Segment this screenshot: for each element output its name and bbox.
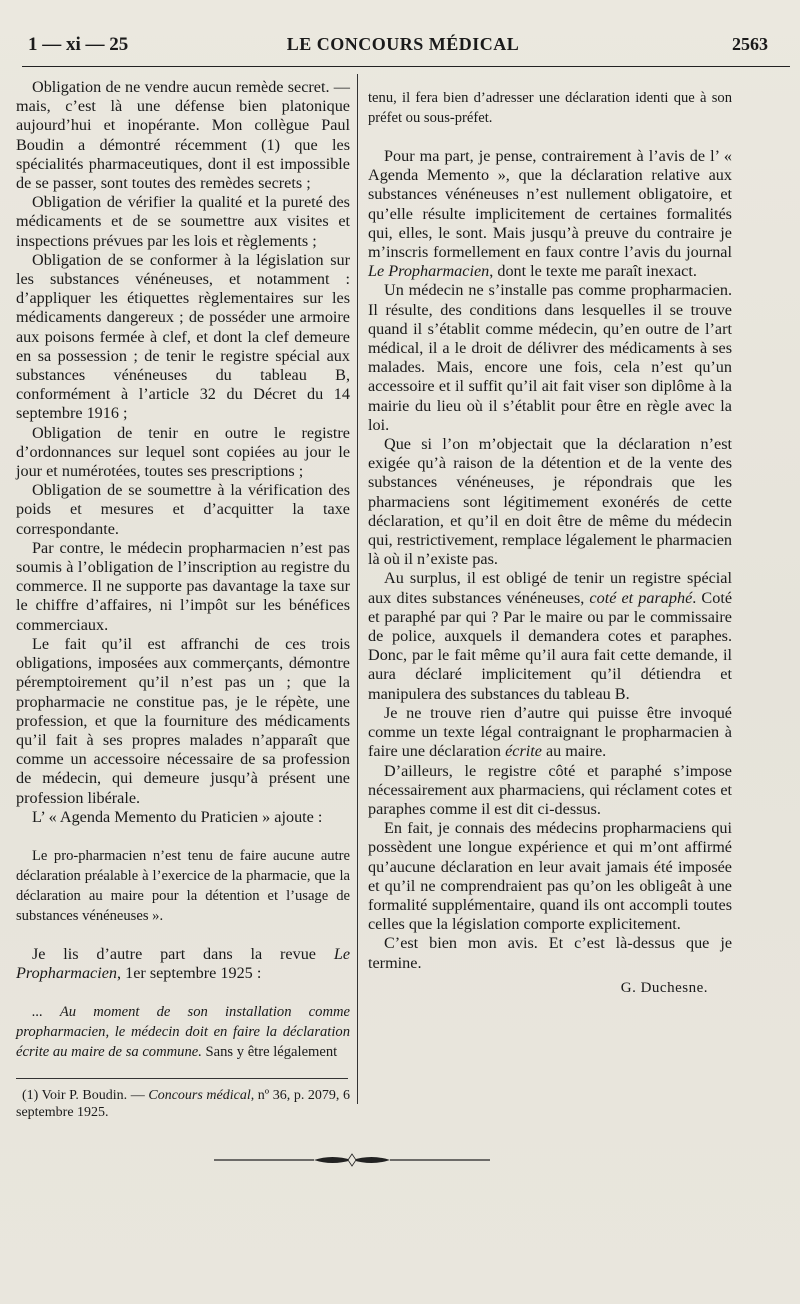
paragraph-continuation: tenu, il fera bien d’adresser une déclaration identi que à son préfet ou sous-préfet. — [368, 90, 732, 126]
paragraph-text: . Coté et paraphé par qui ? Par le maire ou par le commissaire de police, auxquels il demandera cotes et paraphes. Donc, par le fait même qu’il aura fait cette demande, il aura déclaré implicitement qu’il détiendra et manipulera des substances du tableau B. — [368, 588, 733, 703]
page-number: 2563 — [732, 34, 768, 54]
emphasis: coté et paraphé — [589, 588, 693, 607]
paragraph: Obligation de se soumettre à la vérification des poids et mesures et d’acquitter la taxe correspondante. — [16, 481, 350, 538]
issue-date: 1 — xi — 25 — [28, 34, 129, 55]
paragraph: Que si l’on m’objectait que la déclaration n’est exigée qu’à raison de la détention et de la vente des substances vénéneuses, je répondrais que les pharmaciens sont légitimement exonérés de cette déclaration, et qu’il en doit être de même du médecin qui, restrictivement, remplace légalement le pharmacien là où il n’existe pas. — [368, 435, 732, 569]
paragraph: L’ « Agenda Memento du Praticien » ajoute : — [32, 807, 323, 826]
quote-intro — [16, 945, 350, 983]
paragraph: D’ailleurs, le registre côté et paraphé s’impose nécessairement aux pharmaciens, qui réclament cotes et paraphes comme il est dit ci-dessus. — [368, 761, 732, 818]
paragraph: Le fait qu’il est affranchi de ces trois obligations, imposées aux commerçants, démontre péremptoirement qu’il n’est pas un ; que la propharmacie ne constitue pas, je le répète, une profession, et que la fourniture des médicaments qu’il fait à ses propres malades n’apparaît que comme un accessoire nécessaire de sa profession de médecin, qui demeure jusqu’à présent une profession libérale. — [16, 634, 350, 807]
paragraph-text: au maire. — [541, 742, 607, 761]
emphasis: écrite — [505, 742, 542, 761]
right-column — [368, 88, 732, 998]
quote-intro-date: , 1er septembre 1925 : — [117, 964, 262, 983]
journal-name: Le Propharmacien — [16, 944, 350, 983]
paragraph: En fait, je connais des médecins propharmaciens qui possèdent une longue expérience et qui m’ont affirmé qu’aucune déclaration en leur avait jamais été imposée et qu’il ne comprendraient pas qu’on les obligeât à une formalité supplémentaire, quand ils ont accompli toutes celles que la législation comporte explicitement. — [368, 819, 732, 934]
author-signature: G. Duchesne. — [620, 979, 708, 996]
paragraph: Un médecin ne s’installe pas comme propharmacien. Il résulte, des conditions dans lesquelles il se trouve quand il s’établit comme médecin, qu’en outre de l’art médical, il a le droit de délivrer des médicaments à ses malades. Mais, encore une fois, cela n’est qu’un accessoire et il suffit qu’il ait fait viser son diplôme à la mairie du lieu où il s’établit pour être en règle avec la loi. — [368, 281, 732, 434]
ornament-divider-icon — [214, 1150, 490, 1170]
journal-name: Le Propharmacien — [368, 262, 490, 281]
paragraph-text: Je ne trouve rien d’autre qui puisse être invoqué comme un texte légal contraignant le propharmacien à faire une déclaration — [368, 703, 732, 761]
footnote — [16, 1087, 350, 1121]
paragraph: Obligation de tenir en outre le registre d’ordonnances sur lequel sont copiées au jour le jour et numérotées, toutes ses prescriptions ; — [16, 423, 350, 481]
footnote-ref: (1) Voir P. Boudin. — — [22, 1088, 149, 1104]
footnote-journal: Concours médical — [148, 1088, 251, 1104]
quote-intro-text: Je lis d’autre part dans la revue — [32, 944, 334, 963]
paragraph-text: Pour ma part, je pense, contrairement à l’avis de l’ « Agenda Memento », que la déclaration relative aux substances vénéneuses n’est nullement obligatoire, et qu’elle résulte implicitement de certaines formalités qui, elles, le sont. Mais jusqu’à preuve du contraire je m’inscris formellement en faux contre l’avis du journal — [368, 147, 732, 262]
paragraph: C’est bien mon avis. Et c’est là-dessus que je termine. — [368, 934, 732, 972]
paragraph-text: Au surplus, il est obligé de tenir un registre spécial aux dites substances vénéneuses, — [368, 569, 732, 607]
paragraph — [368, 569, 732, 703]
quote-propharmacien — [16, 1002, 350, 1062]
paragraph: Obligation de se conformer à la législation sur les substances vénéneuses, et notamment : d’appliquer les étiquettes règlementaires sur les médicaments dangereux ; de posséder une armoire aux poisons fermée à clef, et dont la clef demeure en sa possession ; de tenir le registre spécial aux substances vénéneuses du tableau B, conformément à l’article 32 du Décret du 14 septembre 1916 ; — [16, 250, 350, 423]
paragraph-text: , dont le texte me paraît inexact. — [489, 262, 697, 281]
paragraph: Obligation de vérifier la qualité et la pureté des médicaments et de se soumettre aux visites et inspections prévues par les lois et règlements ; — [16, 193, 350, 250]
quote-plain-text: Sans y être légalement — [201, 1044, 338, 1061]
footnote-details: , nº 36, p. 2079, 6 septembre 1925. — [16, 1088, 351, 1121]
journal-title: LE CONCOURS MÉDICAL — [286, 34, 520, 54]
paragraph — [368, 147, 732, 281]
left-column — [16, 78, 350, 1121]
paragraph — [368, 704, 732, 762]
quote-italic-text: ... Au moment de son installation comme propharmacien, le médecin doit en faire la déclaration écrite au maire de sa commune. — [16, 1004, 350, 1061]
column-divider — [357, 74, 358, 1104]
quote-agenda: Le pro-pharmacien n’est tenu de faire aucune autre déclaration préalable à l’exercice de la pharmacie, que la déclaration au maire pour la détention et l’usage de substances vénéneuses ». — [16, 847, 350, 924]
page-header — [28, 34, 778, 64]
header-rule — [22, 66, 790, 67]
paragraph: Par contre, le médecin propharmacien n’est pas soumis à l’obligation de l’inscription au registre du commerce. Il ne supporte pas davantage la taxe sur le chiffre d’affaires, ni l’impôt sur les bénéfices commerciaux. — [16, 538, 350, 634]
paragraph: Obligation de ne vendre aucun remède secret. — mais, c’est là une défense bien platonique aujourd’hui et inopérante. Mon collègue Paul Boudin a démontré récemment (1) que les spécialités pharmaceutiques, dont il est impossible de se passer, sont toutes des remèdes secrets ; — [16, 78, 350, 193]
footnote-rule — [16, 1078, 348, 1079]
